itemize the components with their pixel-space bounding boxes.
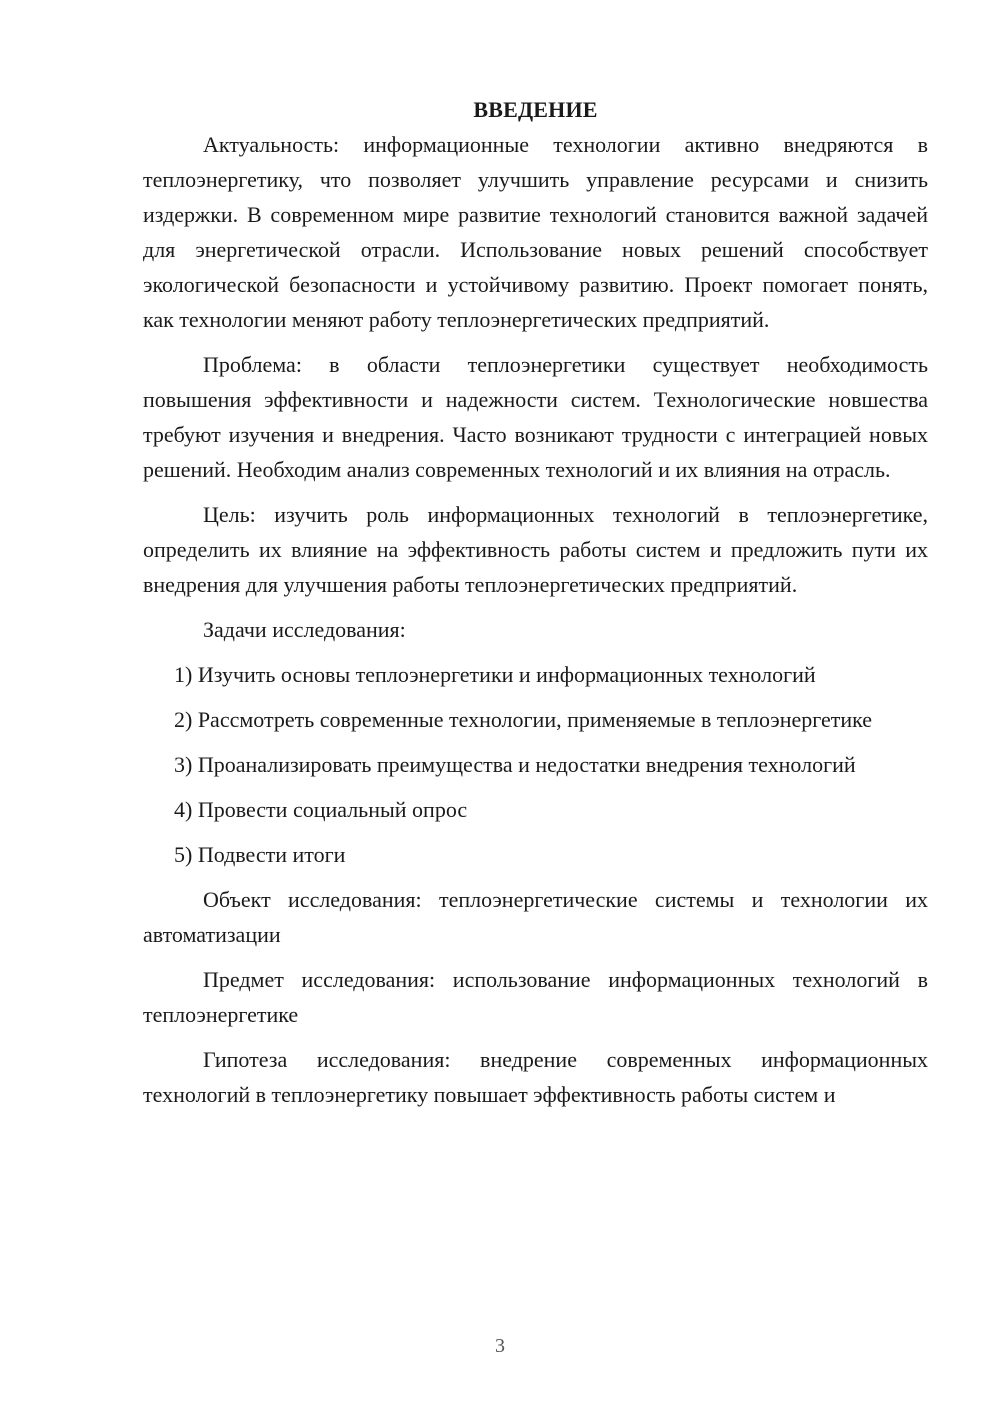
section-heading: ВВЕДЕНИЕ xyxy=(473,97,598,122)
task-item-2: 2) Рассмотреть современные технологии, применяемые в теплоэнергетике xyxy=(174,707,873,732)
task-item-3: 3) Проанализировать преимущества и недостатки внедрения технологий xyxy=(174,752,856,777)
object-paragraph: Объект исследования: теплоэнергетические системы и технологии их автоматизации xyxy=(143,887,928,947)
relevance-paragraph: Актуальность: информационные технологии активно внедряются в теплоэнергетику, что позволяет улучшить управление ресурсами и снизить издержки. В современном мире развитие технологий становится важной задачей для энергетической отрасли. Использование новых решений способствует экологической безопасности и устойчивому развитию. Проект помогает понять, как технологии меняют работу теплоэнергетических предприятий. xyxy=(143,132,928,332)
subject-paragraph: Предмет исследования: использование информационных технологий в теплоэнергетике xyxy=(143,967,928,1027)
task-item-5: 5) Подвести итоги xyxy=(174,842,346,867)
task-item-4: 4) Провести социальный опрос xyxy=(174,797,468,822)
document-page xyxy=(143,92,928,1112)
goal-paragraph: Цель: изучить роль информационных технологий в теплоэнергетике, определить их влияние на эффективность работы систем и предложить пути их внедрения для улучшения работы теплоэнергетических предприятий. xyxy=(143,502,928,597)
hypothesis-paragraph: Гипотеза исследования: внедрение современных информационных технологий в теплоэнергетику повышает эффективность работы систем и xyxy=(143,1047,928,1107)
tasks-title: Задачи исследования: xyxy=(203,617,406,642)
problem-paragraph: Проблема: в области теплоэнергетики существует необходимость повышения эффективности и надежности систем. Технологические новшества требуют изучения и внедрения. Часто возникают трудности с интеграцией новых решений. Необходим анализ современных технологий и их влияния на отрасль. xyxy=(143,352,928,482)
page-number: 3 xyxy=(495,1335,505,1357)
task-item-1: 1) Изучить основы теплоэнергетики и информационных технологий xyxy=(174,662,816,687)
